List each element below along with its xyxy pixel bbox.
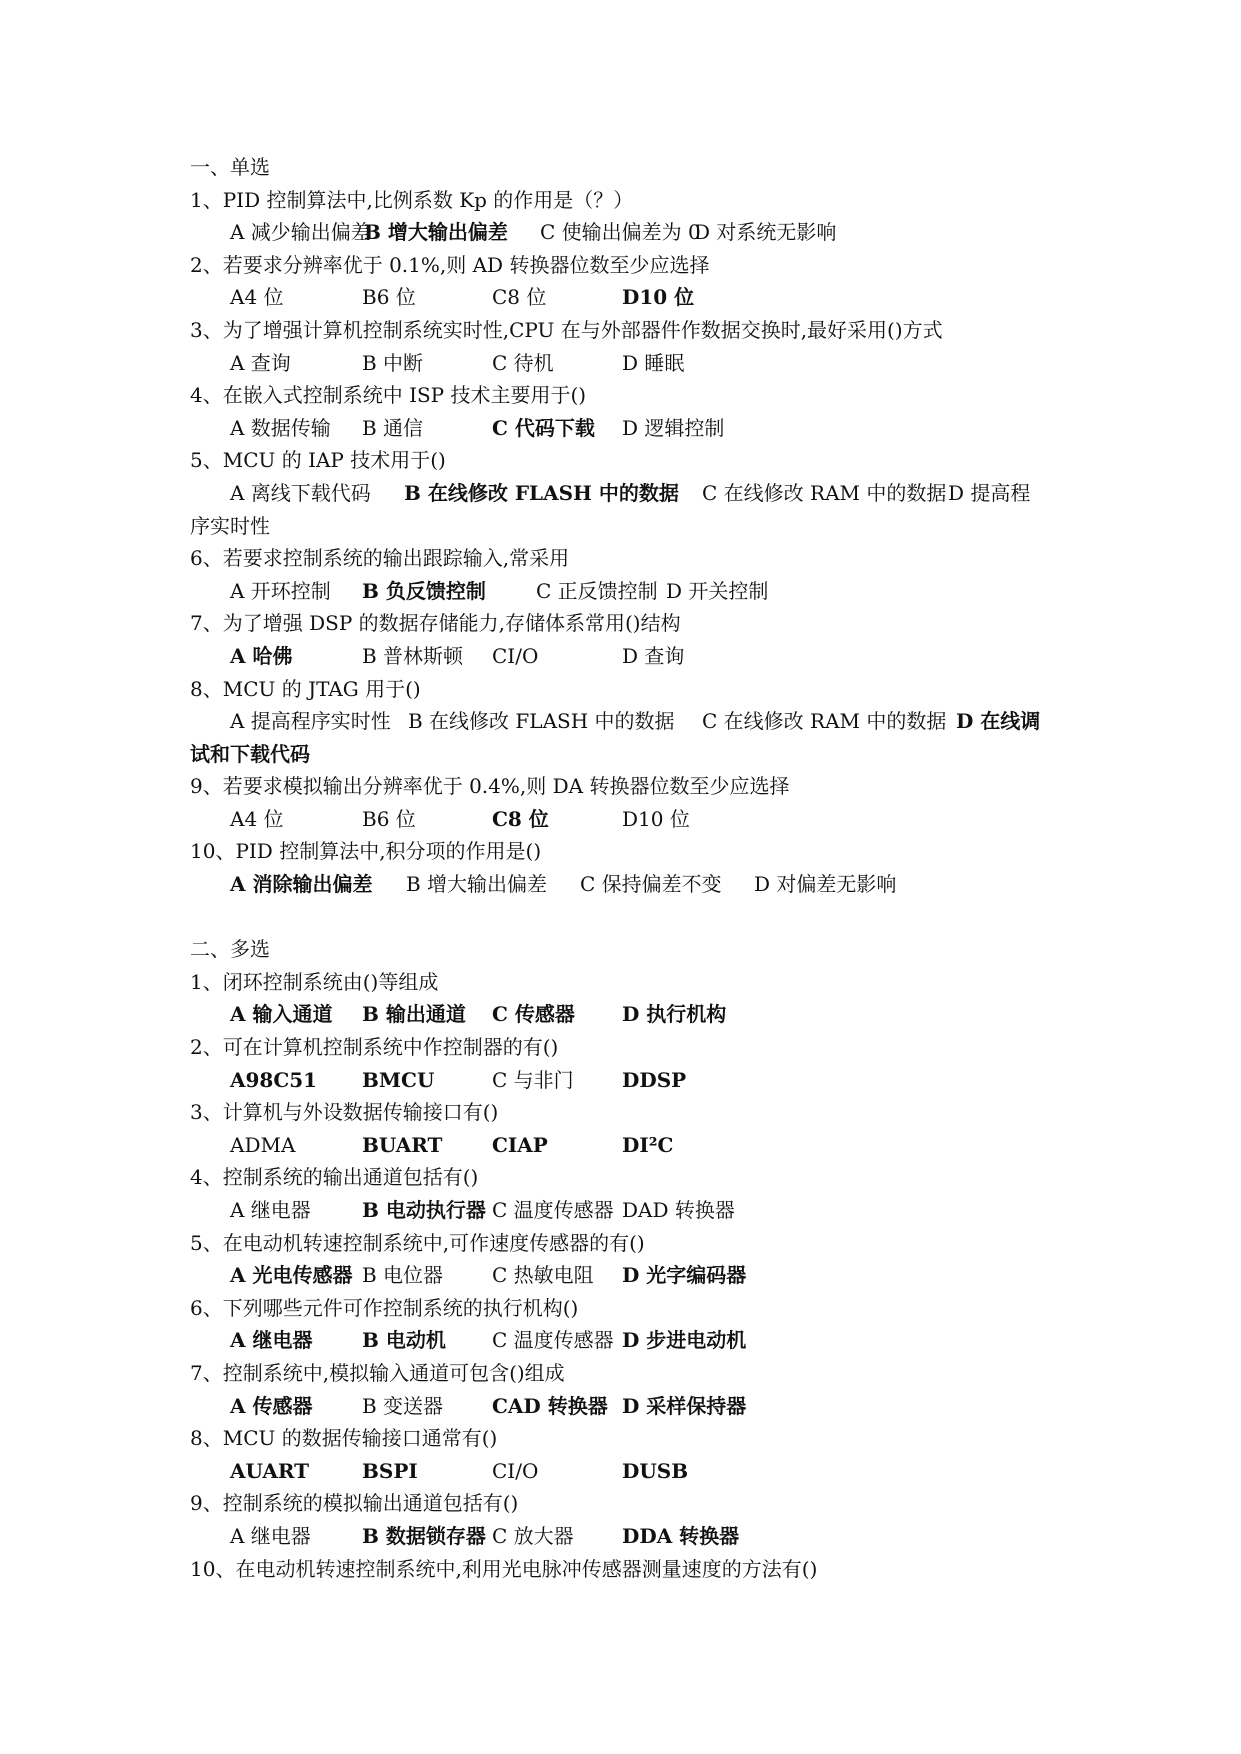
option-choice: C 在线修改 RAM 中的数据: [702, 480, 947, 505]
option-correct: D 执行机构: [622, 1002, 727, 1027]
question-text: 6、下列哪些元件可作控制系统的执行机构(): [190, 1295, 579, 1320]
option-choice: D 对系统无影响: [694, 220, 837, 245]
option-choice: A4 位: [230, 285, 284, 310]
option-choice: C 与非门: [492, 1067, 574, 1092]
option-choice: C 在线修改 RAM 中的数据: [702, 709, 947, 734]
question-text: 9、控制系统的模拟输出通道包括有(): [190, 1491, 519, 1516]
option-correct: B 在线修改 FLASH 中的数据: [404, 480, 679, 505]
option-correct: CAD 转换器: [492, 1393, 608, 1418]
options-row: [190, 412, 1090, 445]
option-choice: D10 位: [622, 806, 690, 831]
question-text: 8、MCU 的 JTAG 用于(): [190, 676, 421, 701]
option-choice: D 查询: [622, 643, 685, 668]
option-correct: D 在线调: [956, 709, 1041, 734]
option-correct: C 代码下载: [492, 415, 595, 440]
options-row: [190, 281, 1090, 314]
option-choice: C 保持偏差不变: [580, 872, 722, 897]
option-correct: B 电动执行器: [362, 1198, 486, 1222]
option-correct: D 光字编码器: [622, 1263, 747, 1288]
option-choice: D 睡眠: [622, 350, 685, 375]
option-choice: C8 位: [492, 285, 547, 310]
question-text: 2、可在计算机控制系统中作控制器的有(): [190, 1035, 559, 1060]
option-choice: DAD 转换器: [622, 1198, 735, 1222]
option-choice: A 继电器: [230, 1198, 311, 1222]
option-choice: C 热敏电阻: [492, 1263, 594, 1288]
question-text: 7、控制系统中,模拟输入通道可包含()组成: [190, 1360, 565, 1385]
options-row: [190, 477, 1090, 510]
section-gap: [190, 901, 1090, 934]
section-single-title: 一、单选: [190, 155, 270, 179]
option-choice: B6 位: [362, 285, 416, 310]
option-correct: A 传感器: [230, 1393, 313, 1418]
options-row: [190, 347, 1090, 380]
option-correct: A 光电传感器: [230, 1263, 353, 1288]
question-text: 10、PID 控制算法中,积分项的作用是(): [190, 839, 542, 864]
option-choice: A 查询: [230, 350, 291, 375]
options-row: [190, 705, 1090, 738]
question-text: 8、MCU 的数据传输接口通常有(): [190, 1426, 498, 1451]
option-choice: A 减少输出偏差: [230, 220, 371, 245]
option-correct: DUSB: [622, 1458, 689, 1483]
options-row: [190, 868, 1090, 901]
options-row: [190, 1455, 1090, 1488]
option-choice: C 温度传感器: [492, 1198, 614, 1222]
option-choice: A 离线下载代码: [230, 480, 371, 505]
option-correct: B 负反馈控制: [362, 578, 486, 603]
option-correct: B 输出通道: [362, 1002, 466, 1027]
option-correct: D 步进电动机: [622, 1328, 747, 1353]
section-multi-title: 二、多选: [190, 937, 270, 962]
option-correct: A 输入通道: [230, 1002, 333, 1027]
option-choice: CI/O: [492, 643, 539, 668]
option-choice: A 开环控制: [230, 578, 331, 603]
option-correct: B 电动机: [362, 1328, 446, 1353]
option-choice: B 普林斯顿: [362, 643, 464, 668]
question-text: 5、在电动机转速控制系统中,可作速度传感器的有(): [190, 1230, 645, 1255]
question-text: 1、PID 控制算法中,比例系数 Kp 的作用是（？）: [190, 187, 634, 212]
option-correct: A 消除输出偏差: [230, 872, 373, 897]
options-row: [190, 1324, 1090, 1357]
options-row: [190, 1129, 1090, 1162]
option-choice: C 待机: [492, 350, 554, 375]
options-row: [190, 998, 1090, 1031]
option-correct: AUART: [230, 1458, 310, 1483]
option-correct: DI²C: [622, 1132, 674, 1157]
option-correct: D10 位: [622, 285, 695, 310]
question-text: 10、在电动机转速控制系统中,利用光电脉冲传感器测量速度的方法有(): [190, 1556, 818, 1581]
option-correct: A 继电器: [230, 1328, 313, 1353]
option-correct: DDA 转换器: [622, 1523, 740, 1548]
option-choice: B 在线修改 FLASH 中的数据: [408, 709, 675, 734]
question-text: 6、若要求控制系统的输出跟踪输入,常采用: [190, 546, 570, 571]
options-row: [190, 1390, 1090, 1423]
option-choice: B 变送器: [362, 1393, 444, 1418]
option-choice: D 开关控制: [666, 578, 769, 603]
option-choice: B6 位: [362, 806, 416, 831]
option-choice: A 数据传输: [230, 415, 331, 440]
question-text: 3、为了增强计算机控制系统实时性,CPU 在与外部器件作数据交换时,最好采用()方式: [190, 317, 943, 342]
question-text: 2、若要求分辨率优于 0.1%,则 AD 转换器位数至少应选择: [190, 252, 710, 277]
option-choice: C 放大器: [492, 1523, 574, 1548]
question-text: 4、控制系统的输出通道包括有(): [190, 1165, 479, 1190]
option-choice: D 提高程: [948, 480, 1031, 505]
option-choice: D 逻辑控制: [622, 415, 725, 440]
option-choice: ADMA: [230, 1132, 296, 1157]
option-correct: B 增大输出偏差: [364, 220, 508, 245]
option-choice: D 对偏差无影响: [754, 872, 897, 897]
option-correct: BSPI: [362, 1458, 418, 1483]
options-row: [190, 575, 1090, 608]
option-correct: A98C51: [230, 1067, 318, 1092]
option-choice: A 提高程序实时性: [230, 709, 391, 734]
option-correct: A 哈佛: [230, 643, 293, 668]
option-choice: C 温度传感器: [492, 1328, 614, 1353]
option-continuation: 试和下载代码: [190, 741, 310, 766]
question-text: 9、若要求模拟输出分辨率优于 0.4%,则 DA 转换器位数至少应选择: [190, 774, 790, 799]
option-correct: B 数据锁存器: [362, 1523, 486, 1548]
option-correct: D 采样保持器: [622, 1393, 747, 1418]
options-row: [190, 1194, 1090, 1227]
option-correct: C8 位: [492, 806, 549, 831]
question-text: 1、闭环控制系统由()等组成: [190, 969, 439, 994]
option-choice: B 增大输出偏差: [406, 872, 548, 897]
options-row: [190, 1520, 1090, 1553]
options-row: [190, 1259, 1090, 1292]
option-choice: A 继电器: [230, 1523, 311, 1548]
option-correct: CIAP: [492, 1132, 548, 1157]
option-choice: C 使输出偏差为 0: [540, 220, 701, 245]
option-choice: B 电位器: [362, 1263, 444, 1288]
option-choice: B 中断: [362, 350, 424, 375]
option-correct: BMCU: [362, 1067, 435, 1092]
question-list: [190, 151, 1090, 1585]
question-text: 5、MCU 的 IAP 技术用于(): [190, 448, 446, 473]
options-row: [190, 803, 1090, 836]
options-row: [190, 640, 1090, 673]
question-text: 3、计算机与外设数据传输接口有(): [190, 1100, 499, 1125]
question-text: 4、在嵌入式控制系统中 ISP 技术主要用于(): [190, 383, 587, 408]
question-text: 7、为了增强 DSP 的数据存储能力,存储体系常用()结构: [190, 611, 681, 636]
option-choice: C 正反馈控制: [536, 578, 658, 603]
option-choice: B 通信: [362, 415, 424, 440]
option-choice: CI/O: [492, 1458, 539, 1483]
option-correct: C 传感器: [492, 1002, 575, 1027]
options-row: [190, 216, 1090, 249]
options-row: [190, 1064, 1090, 1097]
option-correct: BUART: [362, 1132, 443, 1157]
option-choice: A4 位: [230, 806, 284, 831]
option-continuation: 序实时性: [190, 513, 270, 538]
option-correct: DDSP: [622, 1067, 687, 1092]
